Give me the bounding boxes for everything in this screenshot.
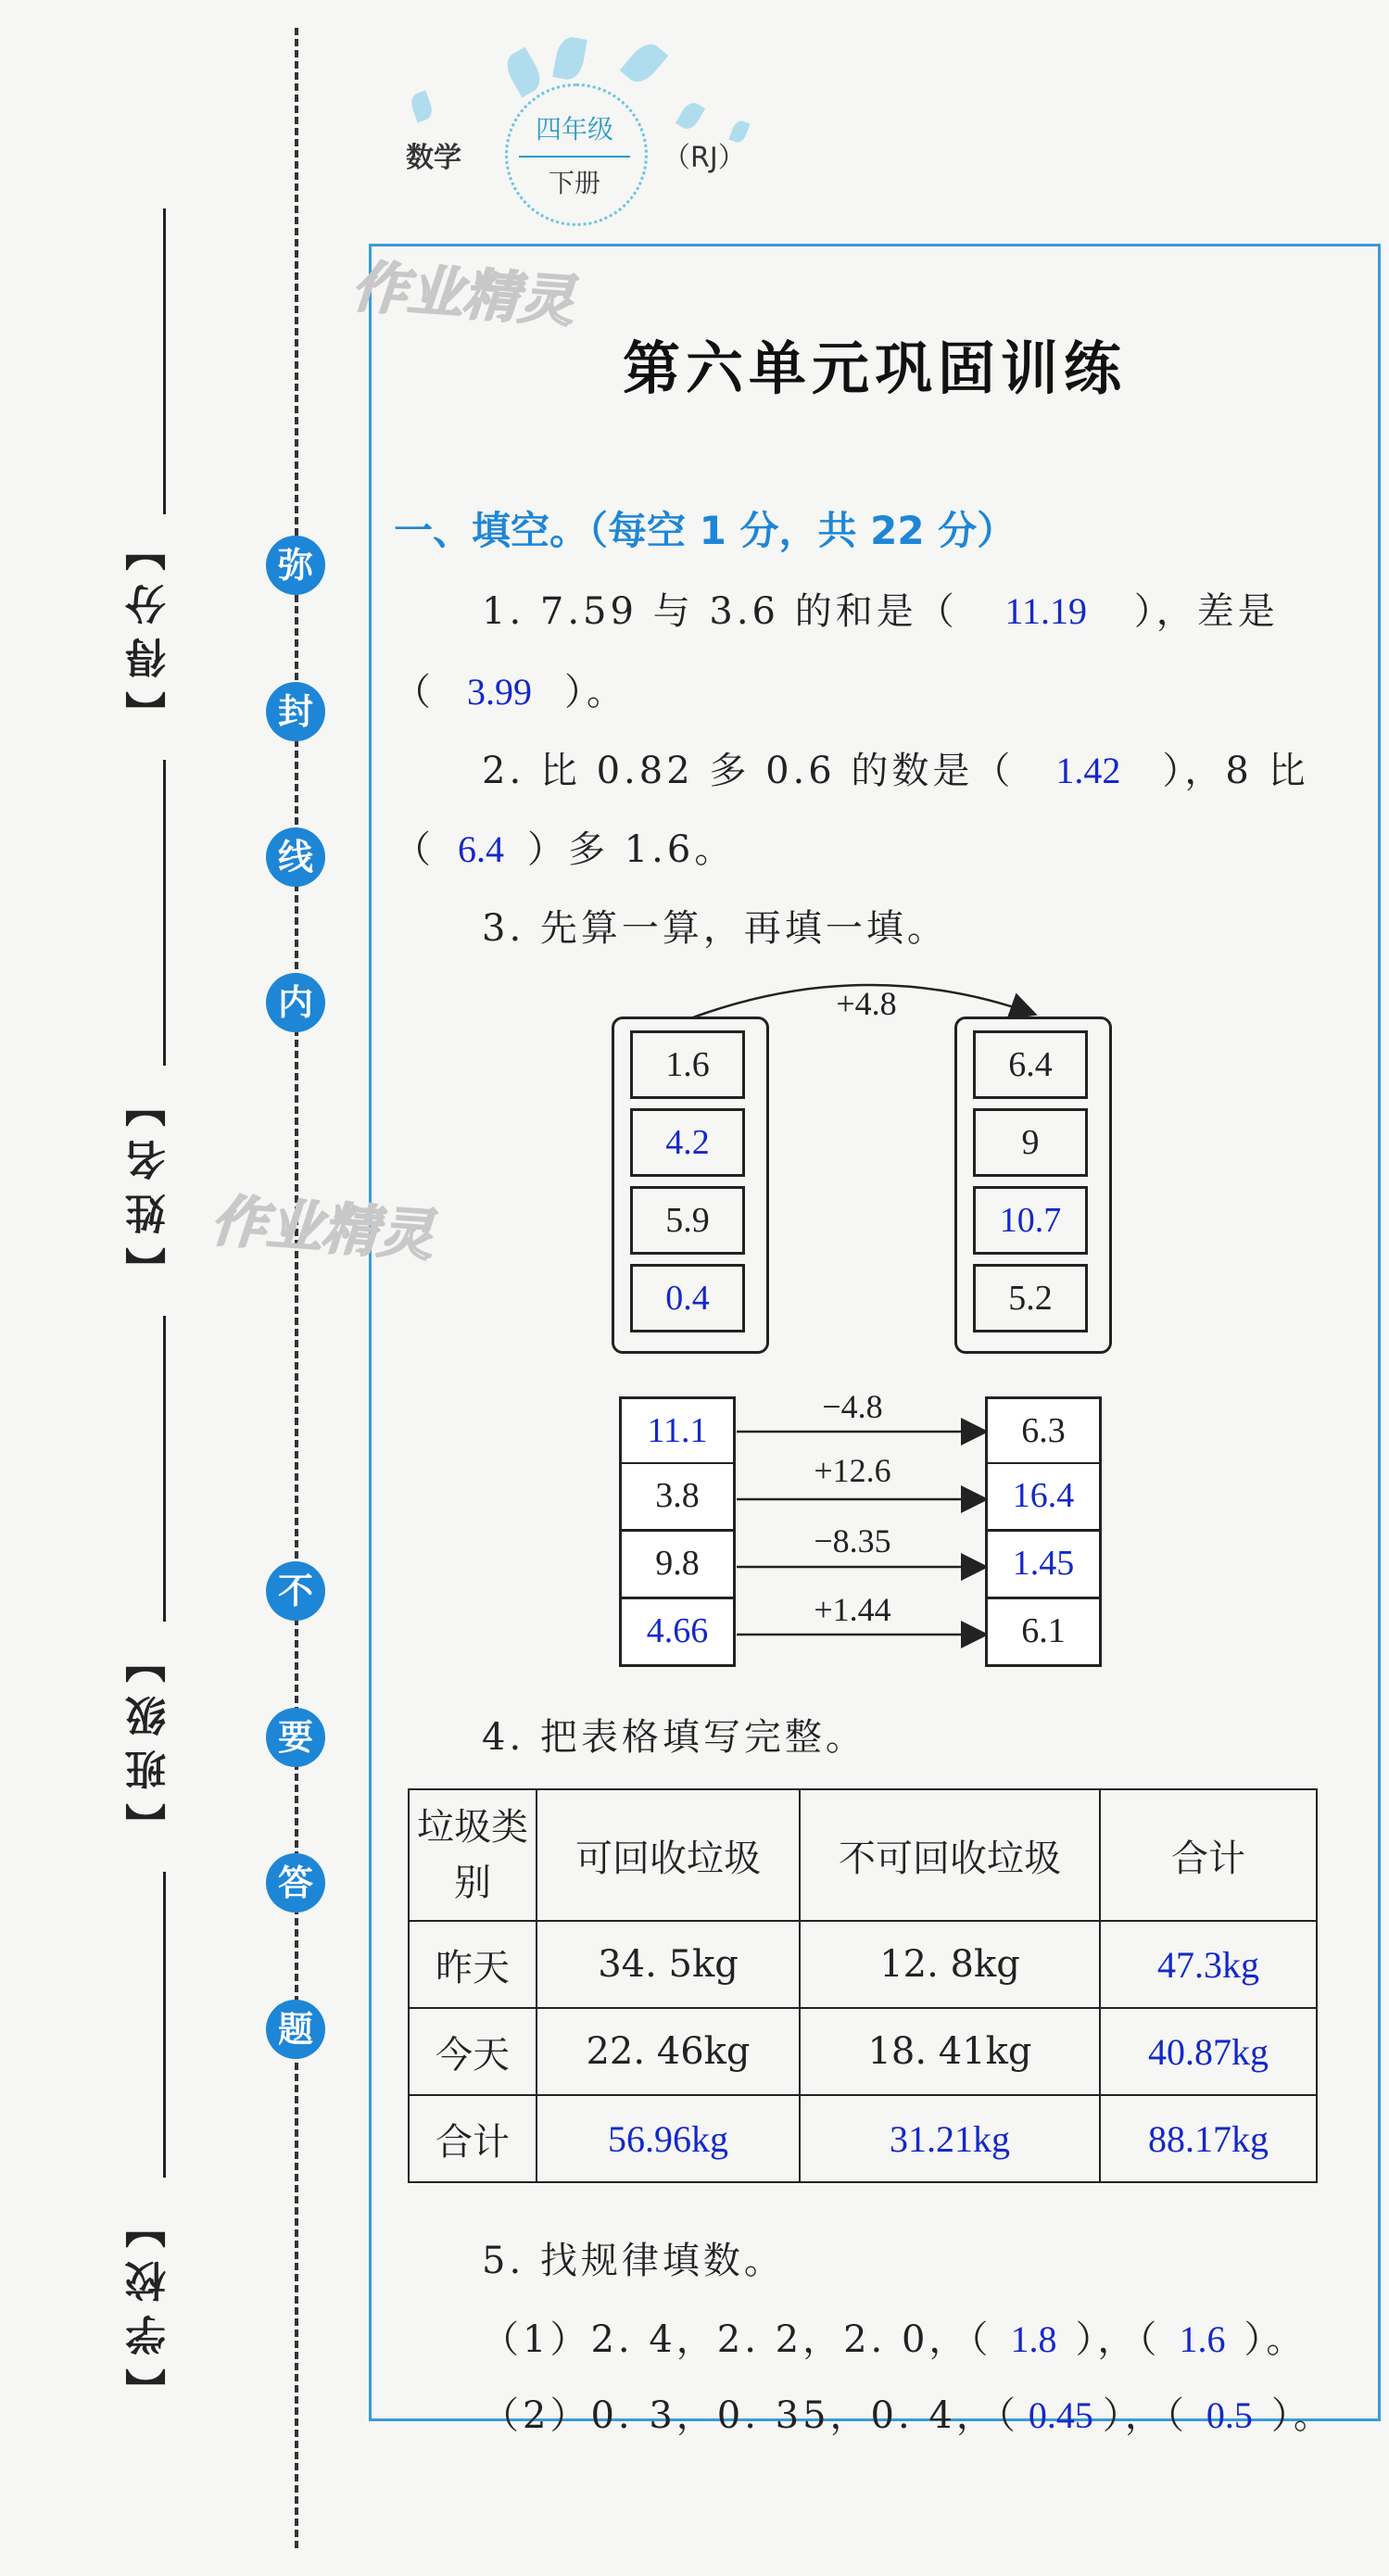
table-row xyxy=(409,1921,1317,2008)
q5-answer: 0.45 xyxy=(1028,2394,1093,2436)
row-right: 6.3 xyxy=(985,1396,1102,1465)
q2-answer: 6.4 xyxy=(458,828,504,870)
right-cell: 9 xyxy=(973,1108,1088,1177)
waste-table xyxy=(408,1788,1318,2183)
cell-recyclable: 22. 46kg xyxy=(537,2008,800,2095)
name-label: 【姓名】 xyxy=(126,1073,173,1288)
term-label: 下册 xyxy=(519,156,630,200)
cell-nonrecyclable-answer: 31.21kg xyxy=(800,2095,1100,2182)
edition-label: （RJ） xyxy=(663,142,746,174)
cell-recyclable-answer: 56.96kg xyxy=(537,2095,800,2182)
left-cell: 1.6 xyxy=(630,1030,745,1099)
header-recyclable: 可回收垃圾 xyxy=(537,1789,800,1921)
q5-answer: 1.8 xyxy=(1010,2318,1057,2360)
q5-text: ）。 xyxy=(1270,2394,1334,2437)
question-4-text: 4. 把表格填写完整。 xyxy=(482,1716,866,1759)
header-category: 垃圾类别 xyxy=(409,1789,537,1921)
cell-nonrecyclable: 18. 41kg xyxy=(800,2008,1100,2095)
q5-text: ）。 xyxy=(1244,2318,1307,2361)
row-operation: +1.44 xyxy=(814,1591,891,1628)
row-label: 昨天 xyxy=(409,1921,537,2008)
q1-answer-sum: 11.19 xyxy=(1004,590,1087,632)
q5-text: （2）0. 3，0. 35，0. 4，（ xyxy=(482,2394,1019,2437)
q5-text: ），（ xyxy=(1075,2318,1161,2361)
row-left: 9.8 xyxy=(619,1532,736,1599)
section-heading: 一、填空。（每空 1 分，共 22 分） xyxy=(394,508,1016,553)
seal-char: 要 xyxy=(266,1708,325,1767)
row-right-answer: 16.4 xyxy=(985,1464,1102,1532)
q2-text: 2. 比 0.82 多 0.6 的数是（ xyxy=(482,750,1015,792)
q2-text: ）多 1.6。 xyxy=(527,828,736,871)
q5-answer: 0.5 xyxy=(1206,2394,1253,2436)
seal-char: 答 xyxy=(266,1853,325,1913)
page-title: 第六单元巩固训练 xyxy=(622,335,1127,402)
row-operation: −8.35 xyxy=(814,1522,891,1559)
q2-answer: 1.42 xyxy=(1055,750,1121,791)
subject-label: 数学 xyxy=(406,142,461,174)
left-cell-answer: 4.2 xyxy=(630,1108,745,1177)
seal-char: 内 xyxy=(266,973,325,1032)
watermark: 作业精灵 xyxy=(349,254,576,335)
cell-recyclable: 34. 5kg xyxy=(537,1921,800,2008)
table-row xyxy=(409,2008,1317,2095)
question-5-part-1 xyxy=(482,2310,1307,2363)
class-label: 【班级】 xyxy=(126,1629,173,1844)
q5-text: ），（ xyxy=(1102,2394,1188,2437)
watermark: 作业精灵 xyxy=(208,1188,436,1269)
q2-text: （ xyxy=(394,828,435,871)
question-5-text: 5. 找规律填数。 xyxy=(482,2240,785,2282)
header-nonrecyclable: 不可回收垃圾 xyxy=(800,1789,1100,1921)
q2-text: ），8 比 xyxy=(1162,750,1309,792)
left-cell: 5.9 xyxy=(630,1186,745,1255)
right-cell: 5.2 xyxy=(973,1264,1088,1332)
question-5-part-2 xyxy=(482,2386,1334,2439)
table-header-row xyxy=(409,1789,1317,1921)
row-right-answer: 1.45 xyxy=(985,1532,1102,1599)
seal-char: 线 xyxy=(266,827,325,887)
cell-total-answer: 88.17kg xyxy=(1100,2095,1317,2182)
seal-char: 弥 xyxy=(266,536,325,595)
q1-text: ）。 xyxy=(564,671,627,713)
q1-answer-diff: 3.99 xyxy=(467,671,532,713)
row-operation: +12.6 xyxy=(814,1452,891,1489)
grade-label: 四年级 xyxy=(535,114,613,145)
q1-text: 1. 7.59 与 3.6 的和是（ xyxy=(482,590,958,633)
top-operation: +4.8 xyxy=(836,985,897,1022)
row-left: 3.8 xyxy=(619,1464,736,1532)
right-cell-answer: 10.7 xyxy=(973,1186,1088,1255)
q5-answer: 1.6 xyxy=(1179,2318,1226,2360)
header-total: 合计 xyxy=(1100,1789,1317,1921)
question-3-text: 3. 先算一算，再填一填。 xyxy=(482,907,948,950)
cell-total-answer: 47.3kg xyxy=(1100,1921,1317,2008)
q1-text: ），差是 xyxy=(1133,590,1279,633)
score-label: 【得分】 xyxy=(126,517,173,732)
row-left-answer: 4.66 xyxy=(619,1599,736,1667)
left-cell-answer: 0.4 xyxy=(630,1264,745,1332)
cell-nonrecyclable: 12. 8kg xyxy=(800,1921,1100,2008)
row-label: 今天 xyxy=(409,2008,537,2095)
school-label: 【学校】 xyxy=(126,2194,173,2409)
q5-text: （1）2. 4，2. 2，2. 0，（ xyxy=(482,2318,992,2361)
table-row xyxy=(409,2095,1317,2182)
seal-char: 题 xyxy=(266,2000,325,2059)
right-cell: 6.4 xyxy=(973,1030,1088,1099)
seal-char: 不 xyxy=(266,1561,325,1621)
cell-total-answer: 40.87kg xyxy=(1100,2008,1317,2095)
seal-char: 封 xyxy=(266,682,325,741)
q1-text: （ xyxy=(394,671,435,713)
row-right: 6.1 xyxy=(985,1599,1102,1667)
row-label: 合计 xyxy=(409,2095,537,2182)
row-left-answer: 11.1 xyxy=(619,1396,736,1465)
row-operation: −4.8 xyxy=(822,1388,883,1425)
